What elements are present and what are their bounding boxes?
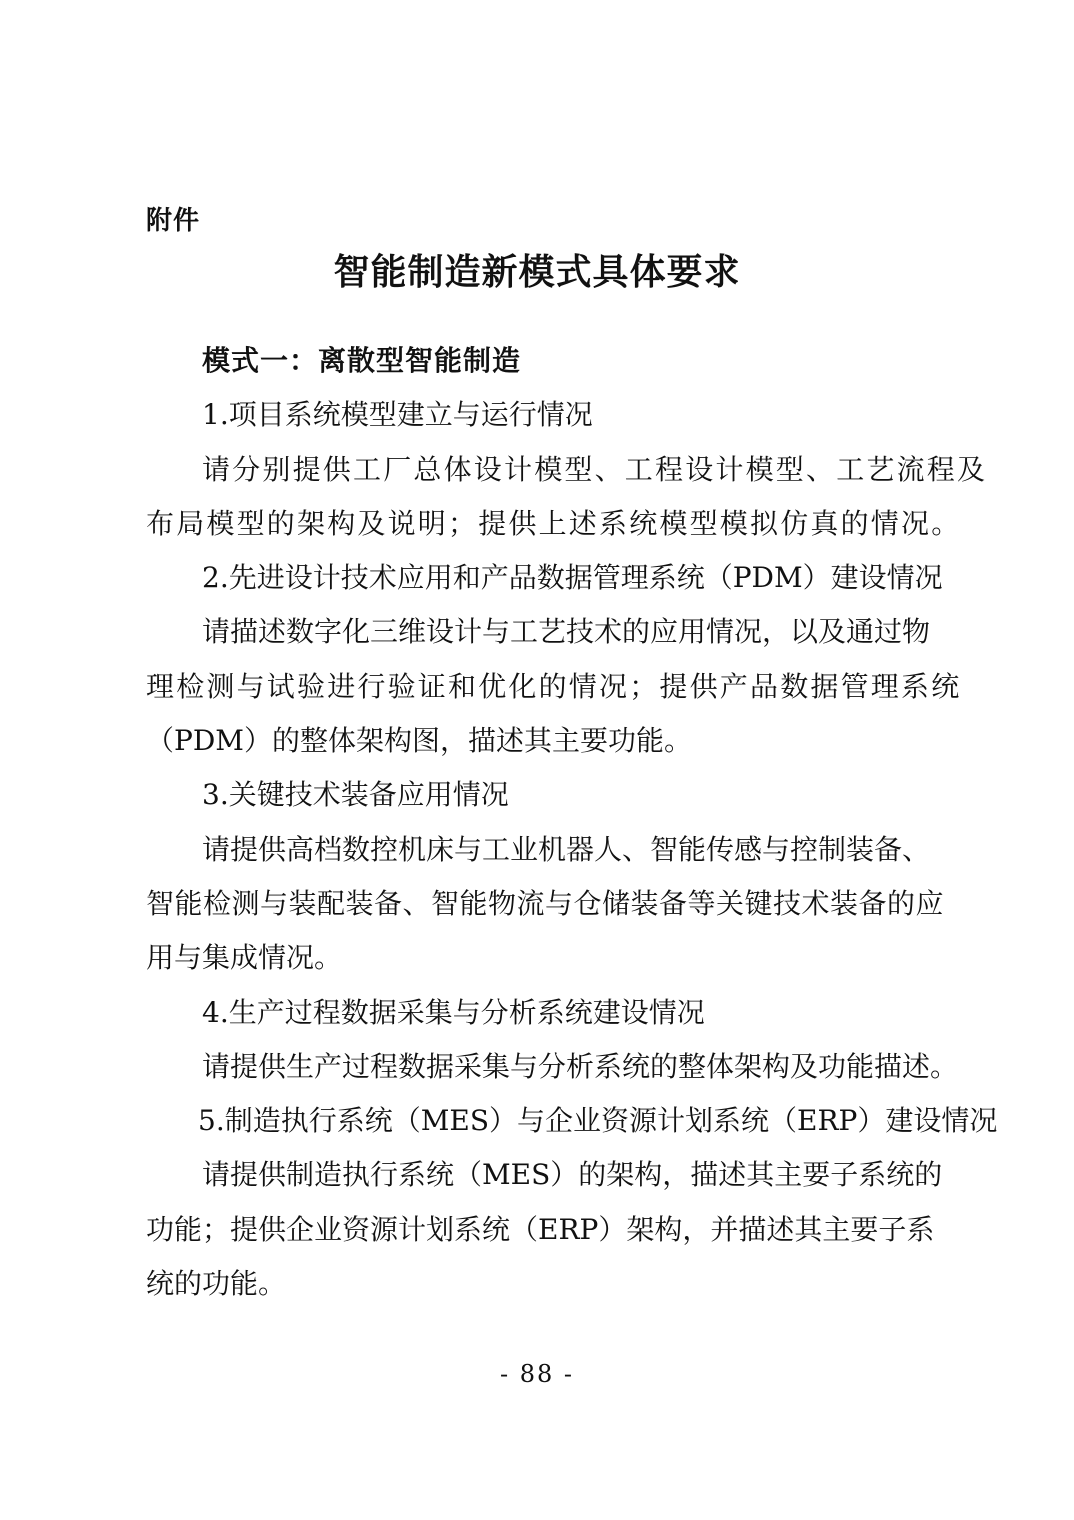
- paragraph-line: （PDM）的整体架构图，描述其主要功能。: [146, 724, 692, 758]
- paragraph-line: 请分别提供工厂总体设计模型、工程设计模型、工艺流程及: [202, 452, 988, 486]
- paragraph-line: 统的功能。: [146, 1267, 287, 1301]
- section-heading: 模式一：离散型智能制造: [202, 344, 522, 377]
- paragraph-line: 功能；提供企业资源计划系统（ERP）架构，并描述其主要子系: [146, 1212, 935, 1246]
- item-heading: 5.制造执行系统（MES）与企业资源计划系统（ERP）建设情况: [198, 1104, 998, 1138]
- paragraph-line: 智能检测与装配装备、智能物流与仓储装备等关键技术装备的应: [146, 886, 945, 920]
- item-heading: 3.关键技术装备应用情况: [202, 778, 509, 812]
- paragraph-line: 布局模型的架构及说明；提供上述系统模型模拟仿真的情况。: [146, 506, 962, 540]
- paragraph-line: 理检测与试验进行验证和优化的情况；提供产品数据管理系统: [146, 669, 962, 703]
- item-heading: 4.生产过程数据采集与分析系统建设情况: [202, 995, 705, 1029]
- document-title: 智能制造新模式具体要求: [333, 252, 741, 293]
- paragraph-line: 用与集成情况。: [146, 941, 343, 975]
- paragraph-line: 请提供生产过程数据采集与分析系统的整体架构及功能描述。: [202, 1049, 959, 1083]
- paragraph-line: 请提供高档数控机床与工业机器人、智能传感与控制装备、: [202, 832, 931, 866]
- attachment-label: 附件: [146, 206, 201, 236]
- page-number: - 88 -: [499, 1360, 574, 1388]
- paragraph-line: 请描述数字化三维设计与工艺技术的应用情况，以及通过物: [202, 615, 931, 649]
- item-heading: 2.先进设计技术应用和产品数据管理系统（PDM）建设情况: [202, 561, 943, 595]
- item-heading: 1.项目系统模型建立与运行情况: [202, 398, 593, 432]
- document-body: [146, 334, 998, 1311]
- paragraph-line: 请提供制造执行系统（MES）的架构，描述其主要子系统的: [202, 1158, 943, 1192]
